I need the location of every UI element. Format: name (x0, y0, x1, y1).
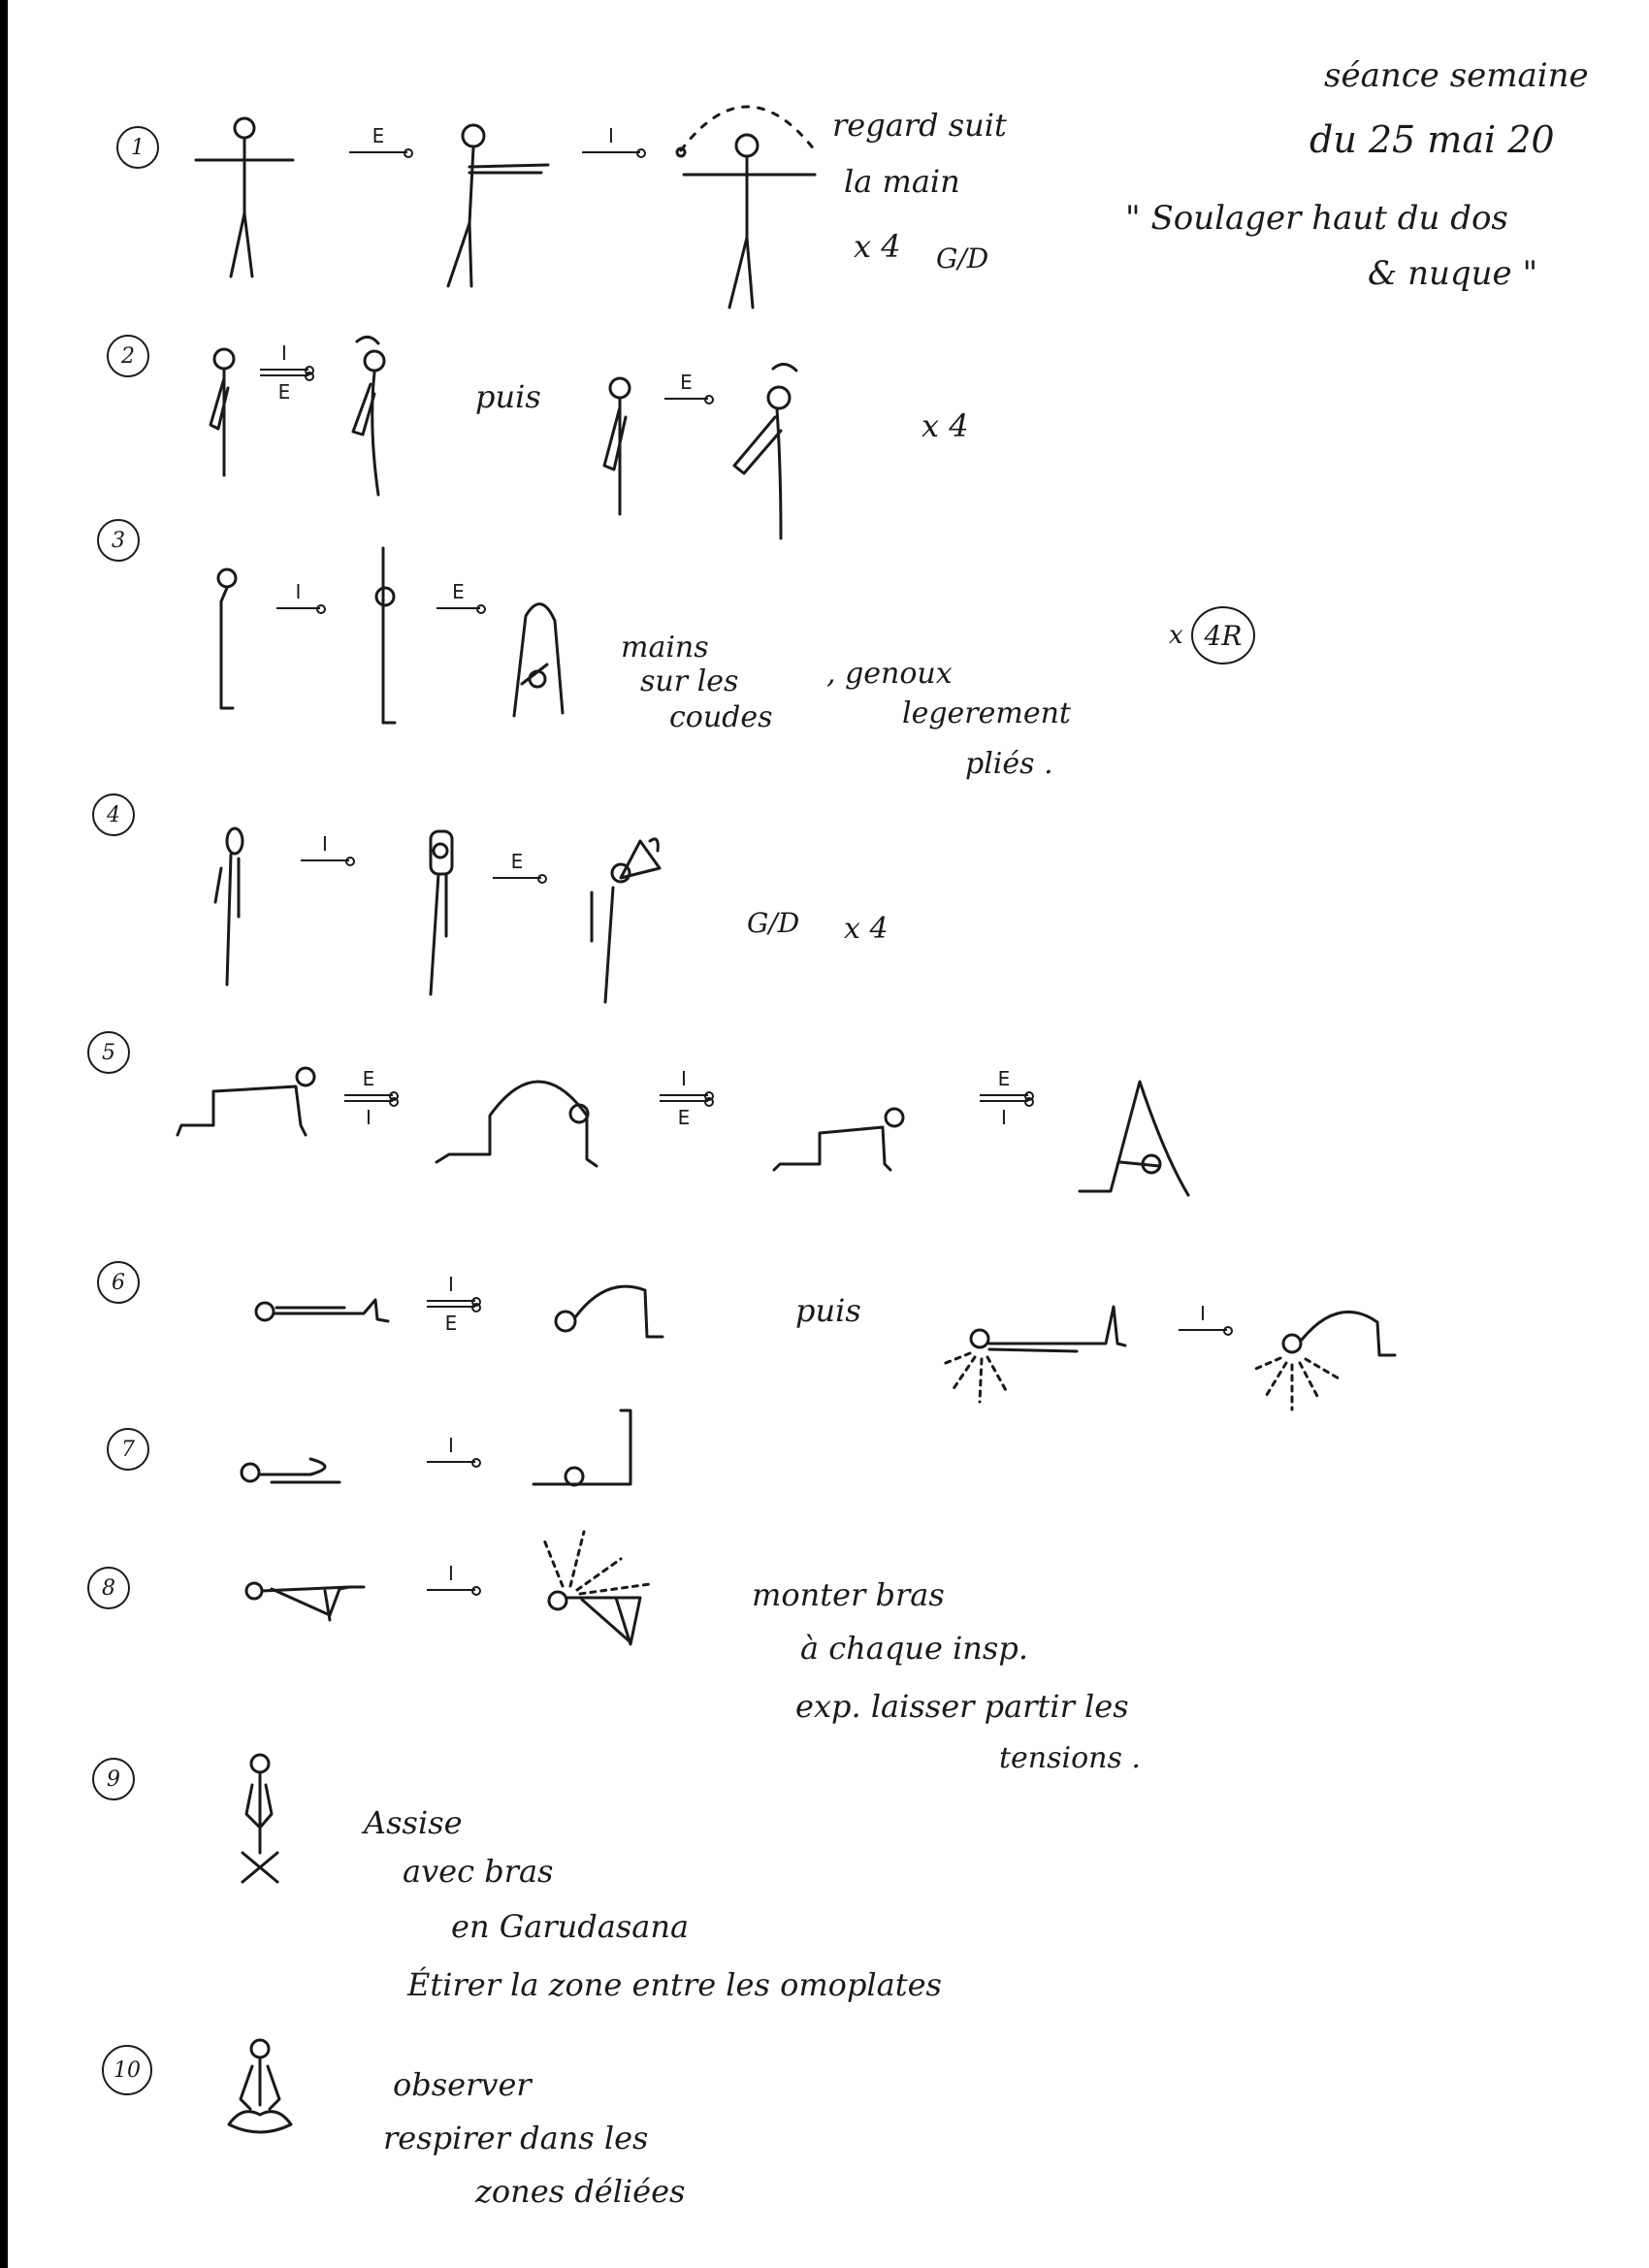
standing-figure-arms-out (184, 107, 301, 281)
exercise-note: mains (621, 631, 709, 664)
arrow-label: I (295, 580, 302, 603)
child-pose-figure (1072, 1077, 1208, 1203)
header-line1: séance semaine (1324, 56, 1589, 95)
arrow-label: I (366, 1106, 372, 1129)
arrow-label: E (997, 1067, 1011, 1090)
arrow-label: E (677, 1106, 691, 1129)
exercise-note: , genoux (826, 657, 953, 691)
side: G/D (936, 243, 989, 275)
arrow-label: E (680, 371, 693, 394)
standing-figure-head-tilt (582, 829, 679, 1009)
arrow-label: I (681, 1067, 687, 1090)
tabletop-figure (170, 1057, 325, 1145)
exercise-note: en Garudasana (451, 1908, 690, 1945)
header-subtitle-line1: " Soulager haut du dos (1125, 199, 1508, 238)
cat-arch-figure (432, 1057, 606, 1174)
breath-arrow (664, 371, 708, 404)
arrow-label: E (372, 124, 385, 147)
exercise-note: à chaque insp. (800, 1630, 1028, 1667)
arrow-label: E (510, 850, 524, 873)
arrow-label: I (322, 832, 328, 856)
breath-arrow (301, 832, 349, 865)
exercise-note: pliés . (965, 747, 1053, 781)
exercise-note: avec bras (403, 1853, 554, 1890)
exercise-number: 1 (116, 126, 159, 169)
breath-arrow (427, 1434, 475, 1467)
breath-arrow (349, 124, 407, 157)
breath-arrow (344, 1067, 393, 1129)
lying-figure-knee-bent (233, 1445, 359, 1494)
exercise-note: coudes (669, 700, 773, 734)
exercise-number: 7 (107, 1428, 149, 1471)
breath-arrow (980, 1067, 1028, 1129)
exercise-note: monter bras (752, 1576, 945, 1613)
lying-figure-knees-bent (247, 1271, 403, 1329)
standing-figure-arm-forward (427, 107, 543, 291)
repetitions: x 4 (844, 912, 889, 946)
forward-bend-figure (504, 592, 572, 728)
standing-figure-arms-up (364, 543, 412, 728)
arrow-label: I (1001, 1106, 1007, 1129)
breath-arrow (660, 1067, 708, 1129)
side: G/D (747, 907, 800, 939)
repetitions-prefix: x (1169, 621, 1183, 650)
arrow-label: E (362, 1067, 375, 1090)
arrow-label: I (448, 1562, 454, 1585)
arrow-label: I (281, 341, 287, 365)
exercise-note: observer (393, 2066, 532, 2103)
exercise-number: 10 (102, 2045, 152, 2095)
lying-figure-arms-back (242, 1562, 369, 1639)
exercise-note: Étirer la zone entre les omoplates (407, 1966, 942, 2003)
breath-arrow (260, 341, 308, 404)
bridge-pose-figure (548, 1280, 674, 1348)
breath-arrow (276, 580, 320, 613)
breath-arrow (436, 580, 480, 613)
arrow-label: E (444, 1312, 458, 1335)
standing-figure-side (189, 340, 247, 485)
exercise-number: 4 (92, 794, 135, 836)
breath-arrow (1179, 1302, 1227, 1335)
exercise-note: legerement (902, 697, 1071, 730)
lying-figure-arms-overhead (931, 1295, 1135, 1411)
repetitions-circled: 4R (1191, 606, 1255, 664)
header-line2: du 25 mai 20 (1310, 118, 1555, 161)
arrow-label: I (608, 124, 614, 147)
exercise-number: 9 (92, 1758, 135, 1800)
arrow-label: E (452, 580, 465, 603)
exercise-note: exp. laisser partir les (795, 1688, 1129, 1725)
connector-text: puis (475, 378, 541, 415)
exercise-number: 8 (87, 1567, 130, 1609)
seated-meditation-figure (223, 2037, 310, 2144)
lying-figure-arms-rising (524, 1528, 679, 1654)
exercise-note: regard suit (832, 107, 1007, 144)
seated-figure-garudasana (233, 1746, 291, 1892)
arrow-label: E (277, 380, 291, 404)
connector-text: puis (795, 1292, 861, 1329)
exercise-note: la main (844, 163, 960, 200)
repetitions: x 4 (854, 228, 901, 265)
standing-figure-side (587, 369, 645, 524)
tabletop-figure (766, 1096, 941, 1183)
arrow-label: I (448, 1273, 454, 1296)
breath-arrow (427, 1273, 475, 1335)
exercise-number: 6 (97, 1261, 140, 1304)
standing-figure-side (204, 563, 262, 718)
standing-figure-arm-arc (669, 92, 844, 315)
exercise-note: sur les (640, 664, 739, 698)
standing-figure-head-down (723, 359, 820, 543)
arrow-label: I (1200, 1302, 1206, 1325)
breath-arrow (493, 850, 541, 883)
exercise-note: tensions . (999, 1741, 1141, 1775)
lying-figure-legs-up (524, 1407, 650, 1494)
standing-figure-front (204, 820, 252, 994)
exercise-note: respirer dans les (383, 2120, 649, 2156)
repetitions: x 4 (922, 407, 969, 444)
exercise-note: Assise (364, 1804, 463, 1841)
exercise-number: 3 (97, 519, 140, 562)
header-subtitle-line2: & nuque " (1368, 254, 1538, 293)
bridge-pose-figure-arms-overhead (1232, 1305, 1406, 1421)
arrow-label: I (448, 1434, 454, 1457)
exercise-number: 5 (87, 1031, 130, 1074)
standing-figure-head-back (340, 330, 407, 504)
exercise-note: zones déliées (475, 2173, 686, 2210)
scan-edge (0, 0, 8, 2268)
exercise-number: 2 (107, 335, 149, 377)
breath-arrow (427, 1562, 475, 1595)
standing-figure-hand-on-head (417, 829, 466, 1004)
breath-arrow (582, 124, 640, 157)
